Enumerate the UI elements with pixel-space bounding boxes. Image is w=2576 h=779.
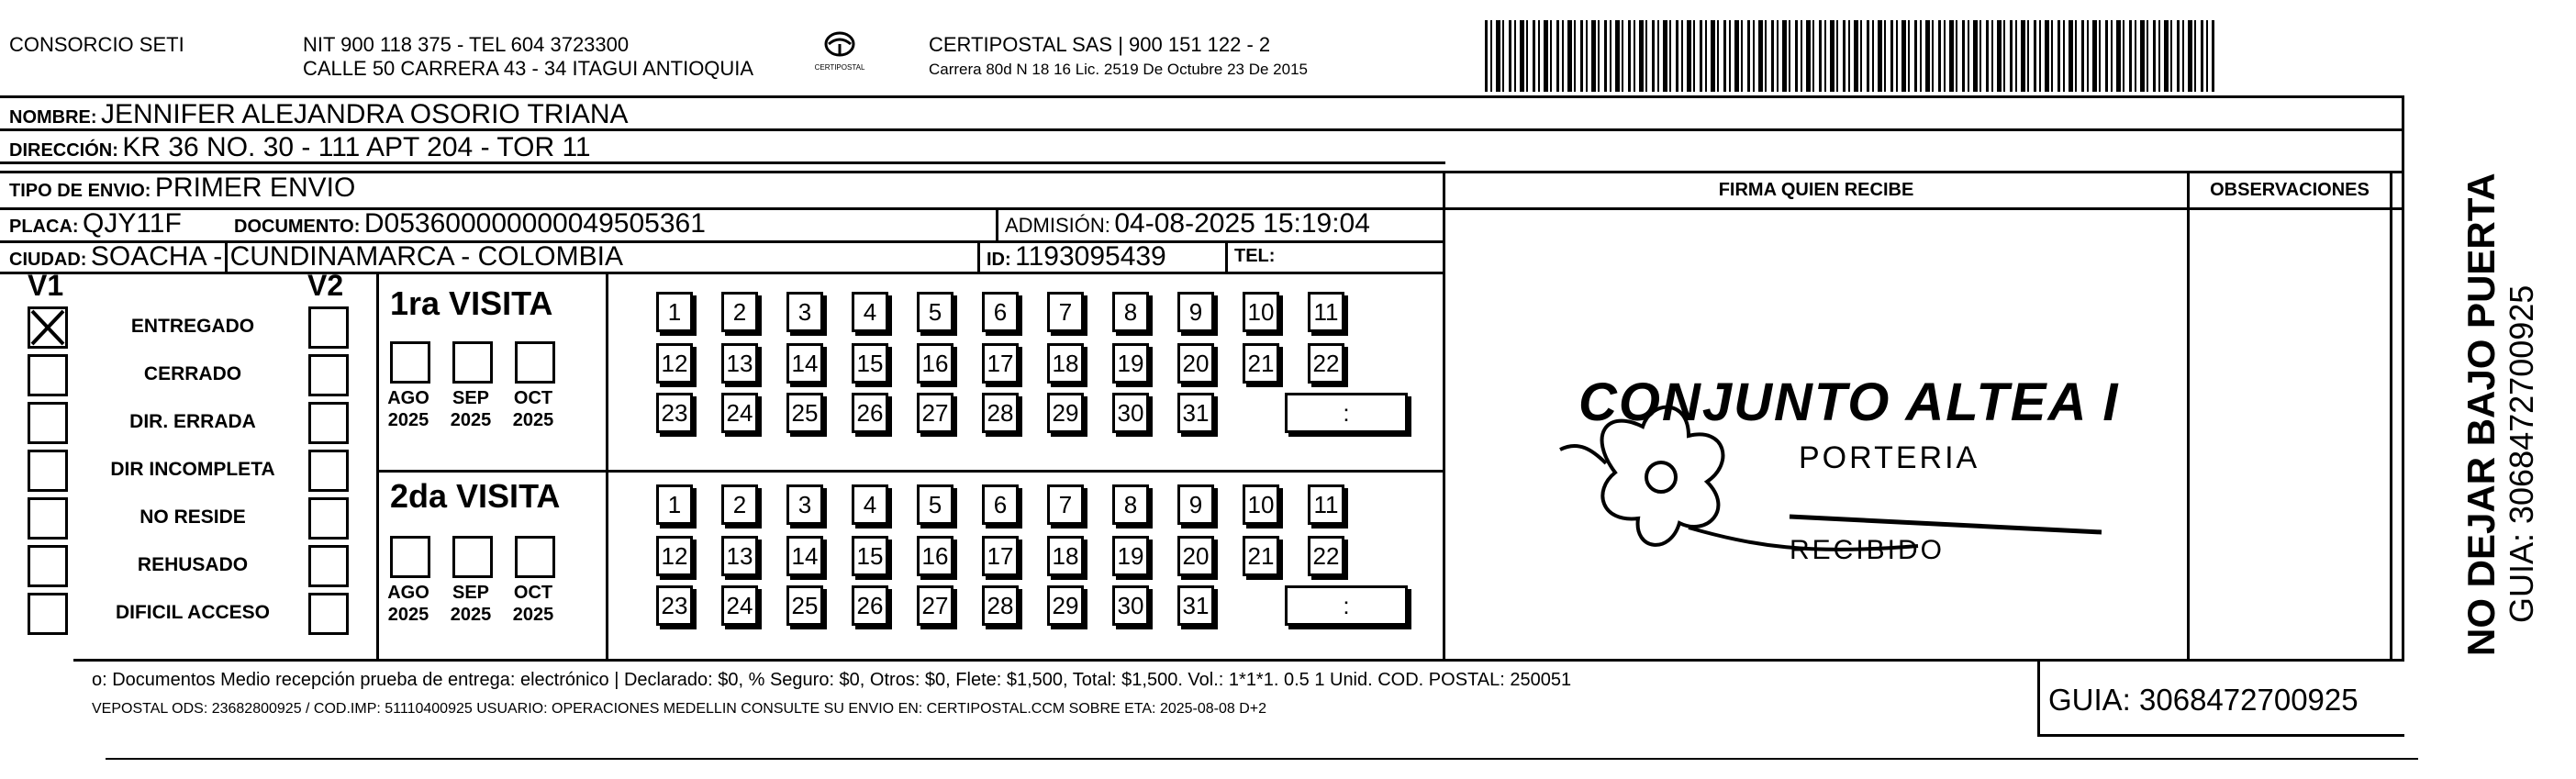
day-box[interactable]: 29 [1047, 393, 1084, 433]
day-box[interactable]: 6 [982, 484, 1019, 525]
v1-checkbox[interactable] [28, 354, 68, 396]
day-box[interactable]: 9 [1177, 292, 1214, 332]
day-box[interactable]: 4 [852, 484, 888, 525]
month-checkbox[interactable] [452, 341, 493, 384]
v2-checkbox[interactable] [308, 402, 349, 444]
v1-checkbox[interactable] [28, 497, 68, 540]
day-box[interactable]: 22 [1308, 536, 1344, 576]
day-box[interactable]: 30 [1112, 393, 1149, 433]
day-box[interactable]: 17 [982, 536, 1019, 576]
shipping-type: PRIMER ENVIO [154, 172, 356, 203]
admission-label: ADMISIÓN: [1005, 214, 1110, 237]
day-box[interactable]: 18 [1047, 536, 1084, 576]
v1-checkbox[interactable] [28, 306, 68, 349]
id-label: ID: [987, 250, 1011, 270]
first-visit-title: 1ra VISITA [390, 284, 553, 322]
day-box[interactable]: 29 [1047, 585, 1084, 626]
month-label: OCT 2025 [512, 388, 554, 430]
side-guia: GUIA: 3068472700925 [2503, 284, 2540, 623]
admission-field [1005, 208, 1370, 239]
day-box[interactable]: 16 [917, 343, 953, 384]
day-box[interactable]: 2 [721, 292, 758, 332]
footer-line-2: VEPOSTAL ODS: 23682800925 / COD.IMP: 51110400925 USUARIO: OPERACIONES MEDELLIN CONSULTE SU ENVIO EN: CERTIPOSTAL.CCM SOBRE ETA: 2025-08-08 D+2 [92, 701, 1267, 717]
license-text: Carrera 80d N 18 16 Lic. 2519 De Octubre 23 De 2015 [929, 61, 1308, 78]
day-box[interactable]: 1 [656, 484, 693, 525]
time-box[interactable]: : [1285, 585, 1408, 626]
day-box[interactable]: 15 [852, 536, 888, 576]
day-box[interactable]: 12 [656, 536, 693, 576]
day-box[interactable]: 6 [982, 292, 1019, 332]
day-box[interactable]: 5 [917, 484, 953, 525]
address-row [9, 132, 591, 163]
day-box[interactable]: 30 [1112, 585, 1149, 626]
month-label: OCT 2025 [512, 583, 554, 625]
day-box[interactable]: 16 [917, 536, 953, 576]
city-field [9, 241, 623, 273]
day-box[interactable]: 7 [1047, 484, 1084, 525]
tel-label: TEL: [1234, 246, 1276, 266]
v1-label: V1 [28, 269, 64, 302]
day-box[interactable]: 17 [982, 343, 1019, 384]
side-warning: NO DEJAR BAJO PUERTA [2459, 172, 2503, 656]
day-box[interactable]: 19 [1112, 536, 1149, 576]
day-box[interactable]: 31 [1177, 585, 1214, 626]
day-box[interactable]: 7 [1047, 292, 1084, 332]
address-label: DIRECCIÓN: [9, 140, 118, 161]
signature-header: FIRMA QUIEN RECIBE [1718, 180, 1914, 200]
company-name: CONSORCIO SETI [9, 33, 184, 56]
footer-guia: GUIA: 3068472700925 [2048, 683, 2359, 717]
v2-checkbox[interactable] [308, 545, 349, 587]
day-box[interactable]: 28 [982, 393, 1019, 433]
x-mark-icon [30, 309, 65, 346]
day-box[interactable]: 14 [786, 343, 823, 384]
day-box[interactable]: 25 [786, 585, 823, 626]
day-box[interactable]: 19 [1112, 343, 1149, 384]
day-box[interactable]: 12 [656, 343, 693, 384]
certipostal-logo [808, 29, 872, 72]
day-box[interactable]: 13 [721, 343, 758, 384]
stamp-recibido: RECIBIDO [1790, 535, 1946, 565]
v2-label: V2 [307, 269, 344, 302]
city-value: SOACHA - CUNDINAMARCA - COLOMBIA [90, 241, 623, 272]
month-label: AGO 2025 [387, 388, 429, 430]
logo-icon [821, 29, 858, 59]
day-box[interactable]: 26 [852, 585, 888, 626]
logo-caption: CERTIPOSTAL [814, 63, 865, 72]
day-box[interactable]: 24 [721, 393, 758, 433]
company-address: CALLE 50 CARRERA 43 - 34 ITAGUI ANTIOQUIA [303, 57, 754, 80]
city-label: CIUDAD: [9, 250, 87, 270]
month-label: SEP 2025 [450, 583, 492, 625]
status-label: DIR. ERRADA [129, 411, 256, 432]
day-box[interactable]: 2 [721, 484, 758, 525]
month-checkbox[interactable] [452, 536, 493, 578]
status-label: REHUSADO [137, 554, 249, 575]
status-label: DIFICIL ACCESO [115, 602, 270, 623]
admission-value: 04-08-2025 15:19:04 [1114, 208, 1370, 239]
stamp-name: CONJUNTO ALTEA I [1578, 373, 2120, 432]
month-label: SEP 2025 [450, 388, 492, 430]
day-box[interactable]: 23 [656, 393, 693, 433]
v2-checkbox[interactable] [308, 354, 349, 396]
status-label: ENTREGADO [130, 316, 255, 337]
month-label: AGO 2025 [387, 583, 429, 625]
v1-checkbox[interactable] [28, 402, 68, 444]
v2-checkbox[interactable] [308, 593, 349, 635]
day-box[interactable]: 3 [786, 292, 823, 332]
recipient-name: JENNIFER ALEJANDRA OSORIO TRIANA [101, 99, 629, 129]
day-box[interactable]: 21 [1243, 536, 1279, 576]
id-value: 1193095439 [1015, 241, 1166, 272]
month-checkbox[interactable] [390, 341, 430, 384]
barcode [1485, 20, 2214, 92]
stamp-porteria: PORTERIA [1799, 440, 1980, 475]
day-box[interactable]: 1 [656, 292, 693, 332]
month-checkbox[interactable] [390, 536, 430, 578]
id-field [987, 241, 1166, 273]
v2-checkbox[interactable] [308, 497, 349, 540]
day-box[interactable]: 22 [1308, 343, 1344, 384]
plate-value: QJY11F [83, 208, 182, 239]
day-box[interactable]: 8 [1112, 484, 1149, 525]
v1-checkbox[interactable] [28, 450, 68, 492]
day-box[interactable]: 21 [1243, 343, 1279, 384]
day-box[interactable]: 26 [852, 393, 888, 433]
footer-line-1: o: Documentos Medio recepción prueba de entrega: electrónico | Declarado: $0, % Seguro: $0, Otros: $0, Flete: $1,500, Total: $1,500. Vol.: 1*1*1. 0.5 1 Unid. COD. POSTAL: 250051 [92, 670, 1572, 690]
v2-checkbox[interactable] [308, 306, 349, 349]
day-box[interactable]: 25 [786, 393, 823, 433]
name-row [9, 99, 629, 130]
name-label: NOMBRE: [9, 107, 97, 128]
day-box[interactable]: 24 [721, 585, 758, 626]
v1-checkbox[interactable] [28, 545, 68, 587]
day-box[interactable]: 23 [656, 585, 693, 626]
type-row [9, 172, 355, 204]
day-box[interactable]: 13 [721, 536, 758, 576]
document-value: D053600000000049505361 [363, 208, 706, 239]
day-box[interactable]: 27 [917, 585, 953, 626]
document-field [234, 208, 706, 239]
day-box[interactable]: 27 [917, 393, 953, 433]
day-box[interactable]: 8 [1112, 292, 1149, 332]
month-checkbox[interactable] [515, 341, 555, 384]
document-label: DOCUMENTO: [234, 217, 361, 237]
day-box[interactable]: 4 [852, 292, 888, 332]
day-box[interactable]: 31 [1177, 393, 1214, 433]
day-box[interactable]: 11 [1308, 484, 1344, 525]
recipient-address: KR 36 NO. 30 - 111 APT 204 - TOR 11 [122, 132, 591, 162]
day-box[interactable]: 10 [1243, 484, 1279, 525]
plate-field [9, 208, 182, 239]
v1-checkbox[interactable] [28, 593, 68, 635]
day-box[interactable]: 28 [982, 585, 1019, 626]
observations-header: OBSERVACIONES [2210, 180, 2370, 200]
day-box[interactable]: 20 [1177, 343, 1214, 384]
day-box[interactable]: 9 [1177, 484, 1214, 525]
status-label: DIR INCOMPLETA [110, 459, 275, 480]
second-visit-title: 2da VISITA [390, 477, 561, 515]
v2-checkbox[interactable] [308, 450, 349, 492]
day-box[interactable]: 18 [1047, 343, 1084, 384]
day-box[interactable]: 15 [852, 343, 888, 384]
side-text [2459, 172, 2540, 656]
type-label: TIPO DE ENVIO: [9, 181, 151, 201]
received-stamp [1551, 362, 2120, 583]
tel-field [1234, 246, 1275, 267]
status-label: NO RESIDE [139, 506, 246, 528]
nit-tel: NIT 900 118 375 - TEL 604 3723300 [303, 33, 630, 56]
day-box[interactable]: 10 [1243, 292, 1279, 332]
day-box[interactable]: 5 [917, 292, 953, 332]
plate-label: PLACA: [9, 217, 79, 237]
status-label: CERRADO [143, 363, 242, 384]
day-box[interactable]: 20 [1177, 536, 1214, 576]
day-box[interactable]: 3 [786, 484, 823, 525]
day-box[interactable]: 14 [786, 536, 823, 576]
time-box[interactable]: : [1285, 393, 1408, 433]
day-box[interactable]: 11 [1308, 292, 1344, 332]
month-checkbox[interactable] [515, 536, 555, 578]
certipostal-nit: CERTIPOSTAL SAS | 900 151 122 - 2 [929, 33, 1271, 56]
